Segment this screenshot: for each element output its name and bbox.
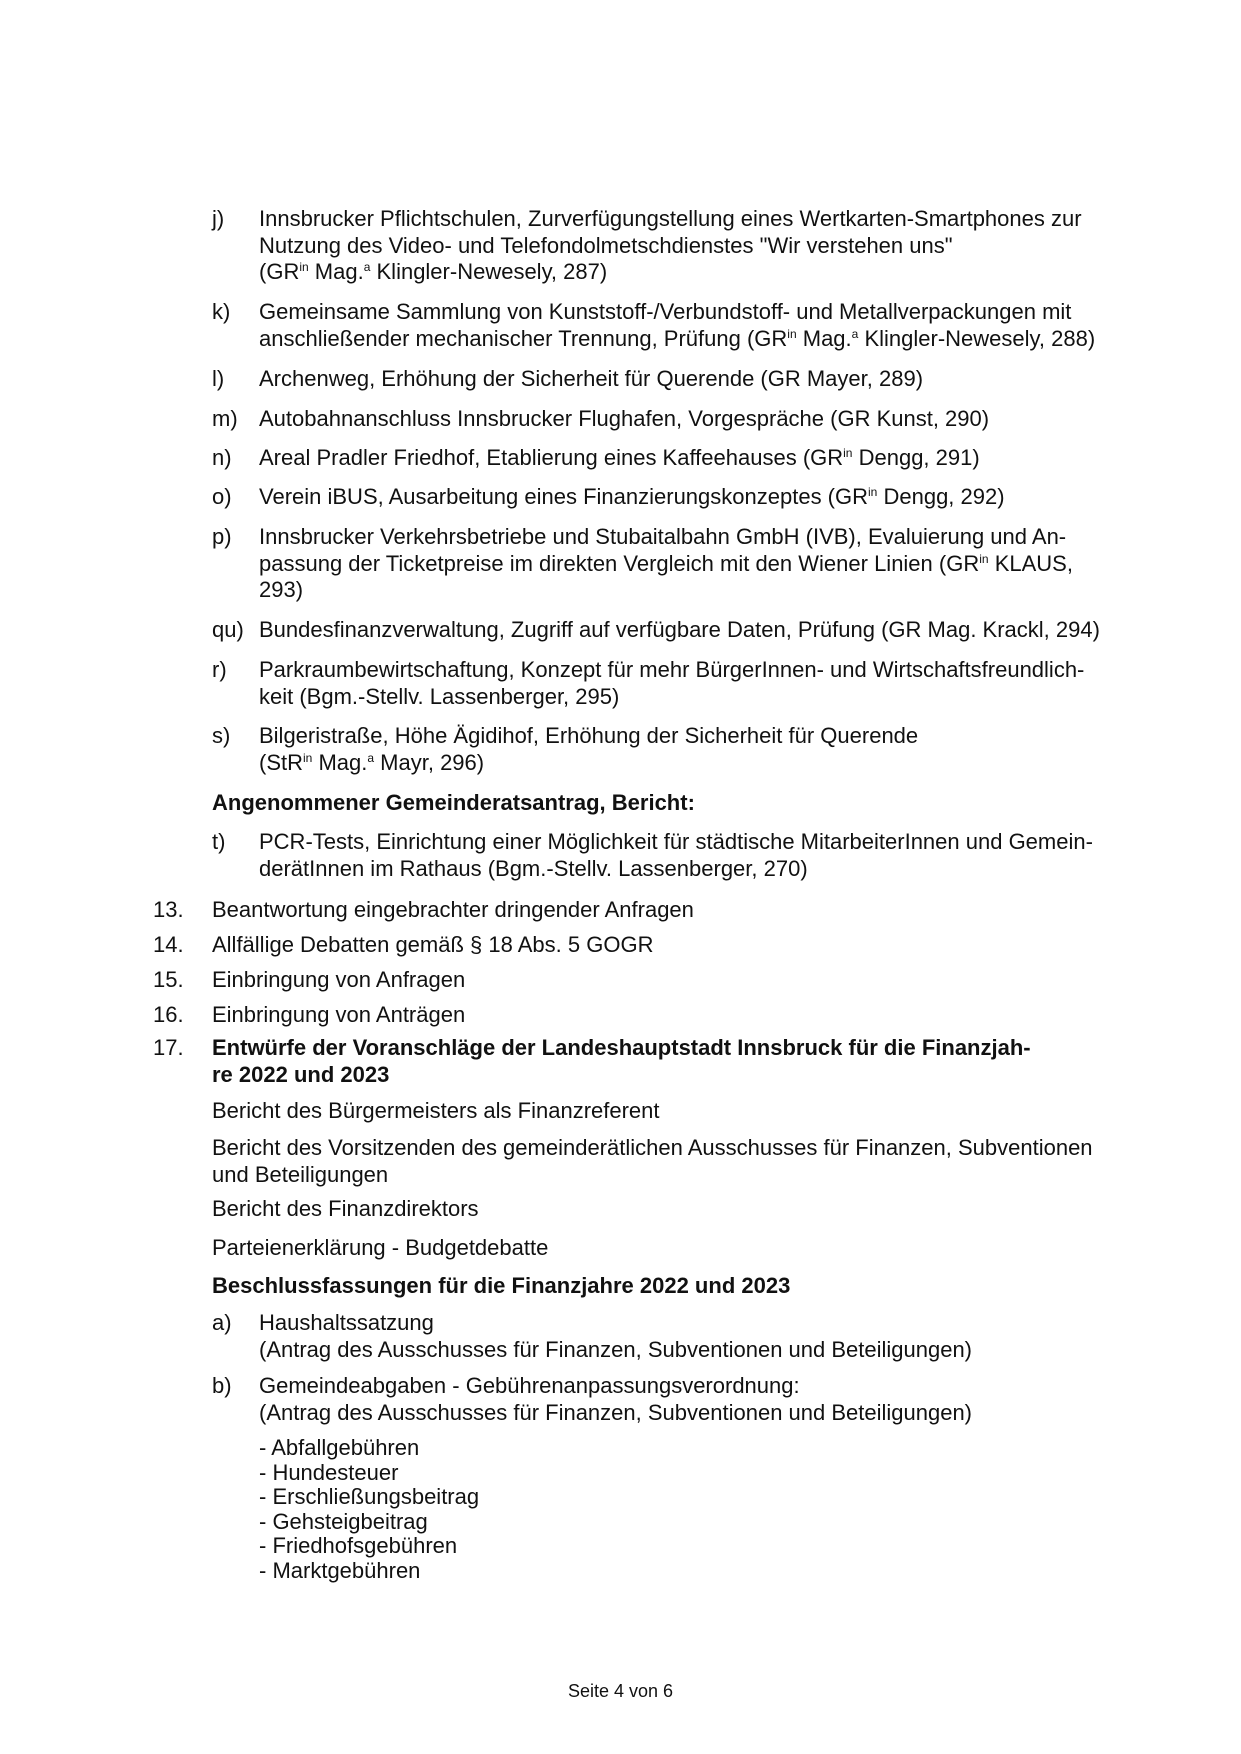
item-label: s) — [212, 723, 231, 748]
resolutions-heading: Beschlussfassungen für die Finanzjahre 2022 und 2023 — [212, 1273, 791, 1298]
item-label: j) — [212, 206, 225, 231]
item-line: Parkraumbewirtschaftung, Konzept für mehr BürgerInnen- und Wirtschaftsfreundlich- — [259, 657, 1085, 682]
item-line: keit (Bgm.-Stellv. Lassenberger, 295) — [259, 683, 620, 709]
item-label: r) — [212, 657, 227, 682]
item-text: Archenweg, Erhöhung der Sicherheit für Querende (GR Mayer, 289) — [259, 366, 924, 391]
item-text — [259, 723, 1137, 776]
item-line: PCR-Tests, Einrichtung einer Möglichkeit für städtische MitarbeiterInnen und Gemein- — [259, 829, 1093, 854]
item-line: Bilgeristraße, Höhe Ägidihof, Erhöhung der Sicherheit für Querende — [259, 723, 919, 748]
report-line: Bericht des Vorsitzenden des gemeinderätlichen Ausschusses für Finanzen, Subventionen — [212, 1135, 1093, 1160]
item-line: 293) — [259, 577, 304, 602]
item-line: re 2022 und 2023 — [212, 1061, 390, 1087]
item-text: Verein iBUS, Ausarbeitung eines Finanzierungskonzeptes ($GR^{in}$ Dengg, 292) — [259, 484, 1005, 509]
item-line: Gemeinsame Sammlung von Kunststoff-/Verbundstoff- und Metallverpackungen mit — [259, 299, 1072, 324]
item-text: Bundesfinanzverwaltung, Zugriff auf verfügbare Daten, Prüfung (GR Mag. Krackl, 294) — [259, 617, 1100, 642]
item-label: qu) — [212, 617, 244, 642]
agenda-item-16: Einbringung von Anträgen — [212, 1002, 466, 1027]
item-label: l) — [212, 366, 225, 391]
item-label: m) — [212, 406, 238, 431]
report-mayor: Bericht des Bürgermeisters als Finanzreferent — [212, 1098, 660, 1123]
item-label: o) — [212, 484, 232, 509]
item-number: 13. — [153, 897, 184, 922]
fee-item: - Hundesteuer — [259, 1459, 399, 1485]
report-line: und Beteiligungen — [212, 1161, 389, 1187]
item-line: passung der Ticketpreise im direkten Vergleich mit den Wiener Linien ($GR^{in}$ KLAUS, — [259, 550, 1073, 576]
item-text — [259, 524, 1137, 604]
item-label: p) — [212, 524, 232, 549]
item-text — [259, 829, 1137, 882]
agenda-item-13: Beantwortung eingebrachter dringender Anfragen — [212, 897, 694, 922]
item-label: b) — [212, 1373, 232, 1398]
report-committee-chair — [212, 1135, 1137, 1188]
item-label: a) — [212, 1310, 232, 1335]
item-number: 16. — [153, 1002, 184, 1027]
item-line: Entwürfe der Voranschläge der Landeshauptstadt Innsbruck für die Finanzjah- — [212, 1035, 1031, 1060]
fee-item: - Erschließungsbeitrag — [259, 1484, 480, 1510]
item-text: Areal Pradler Friedhof, Etablierung eines Kaffeehauses ($GR^{in}$ Dengg, 291) — [259, 445, 980, 470]
item-line: (Antrag des Ausschusses für Finanzen, Subventionen und Beteiligungen) — [259, 1399, 973, 1425]
item-label: k) — [212, 299, 231, 324]
item-line: Nutzung des Video- und Telefondolmetschdienstes "Wir verstehen uns" — [259, 232, 953, 258]
item-label: n) — [212, 445, 232, 470]
item-text: Autobahnanschluss Innsbrucker Flughafen, Vorgespräche (GR Kunst, 290) — [259, 406, 990, 431]
item-line: Haushaltssatzung — [259, 1310, 434, 1335]
fee-item: - Marktgebühren — [259, 1557, 421, 1583]
item-label: t) — [212, 829, 226, 854]
report-finance-director: Bericht des Finanzdirektors — [212, 1196, 479, 1221]
agenda-item-14: Allfällige Debatten gemäß § 18 Abs. 5 GOGR — [212, 932, 654, 957]
item-line: Gemeindeabgaben - Gebührenanpassungsverordnung: — [259, 1373, 800, 1398]
item-line: derätInnen im Rathaus (Bgm.-Stellv. Lassenberger, 270) — [259, 855, 808, 881]
item-number: 15. — [153, 967, 184, 992]
item-reference: ($GR^{in}$ Mag.$^a$ Klingler-Newesely, 287) — [259, 259, 608, 284]
item-text — [259, 206, 1137, 286]
item-text — [259, 299, 1137, 352]
fee-item: - Friedhofsgebühren — [259, 1533, 458, 1559]
fee-list — [259, 1436, 479, 1584]
page-number-footer: Seite 4 von 6 — [567, 1681, 674, 1701]
agenda-item-15: Einbringung von Anfragen — [212, 967, 466, 992]
accepted-motion-heading: Angenommener Gemeinderatsantrag, Bericht: — [212, 790, 695, 815]
item-text — [259, 1373, 1137, 1426]
item-line: (Antrag des Ausschusses für Finanzen, Subventionen und Beteiligungen) — [259, 1336, 973, 1362]
item-text — [259, 1310, 1137, 1363]
agenda-item-17 — [212, 1035, 1137, 1088]
item-line: (StR$^{in}$ Mag.$^a$ Mayr, 296) — [259, 749, 485, 775]
party-statement: Parteienerklärung - Budgetdebatte — [212, 1235, 549, 1260]
item-line: Innsbrucker Pflichtschulen, Zurverfügungstellung eines Wertkarten-Smartphones zur — [259, 206, 1082, 231]
item-line: Innsbrucker Verkehrsbetriebe und Stubaitalbahn GmbH (IVB), Evaluierung und An- — [259, 524, 1067, 549]
fee-item: - Abfallgebühren — [259, 1435, 420, 1460]
item-number: 17. — [153, 1035, 184, 1060]
fee-item: - Gehsteigbeitrag — [259, 1508, 428, 1534]
item-number: 14. — [153, 932, 184, 957]
item-text — [259, 657, 1137, 710]
item-line: anschließender mechanischer Trennung, Prüfung ($GR^{in}$ Mag.$^a$ Klingler-Newesely, 288) — [259, 325, 1096, 351]
